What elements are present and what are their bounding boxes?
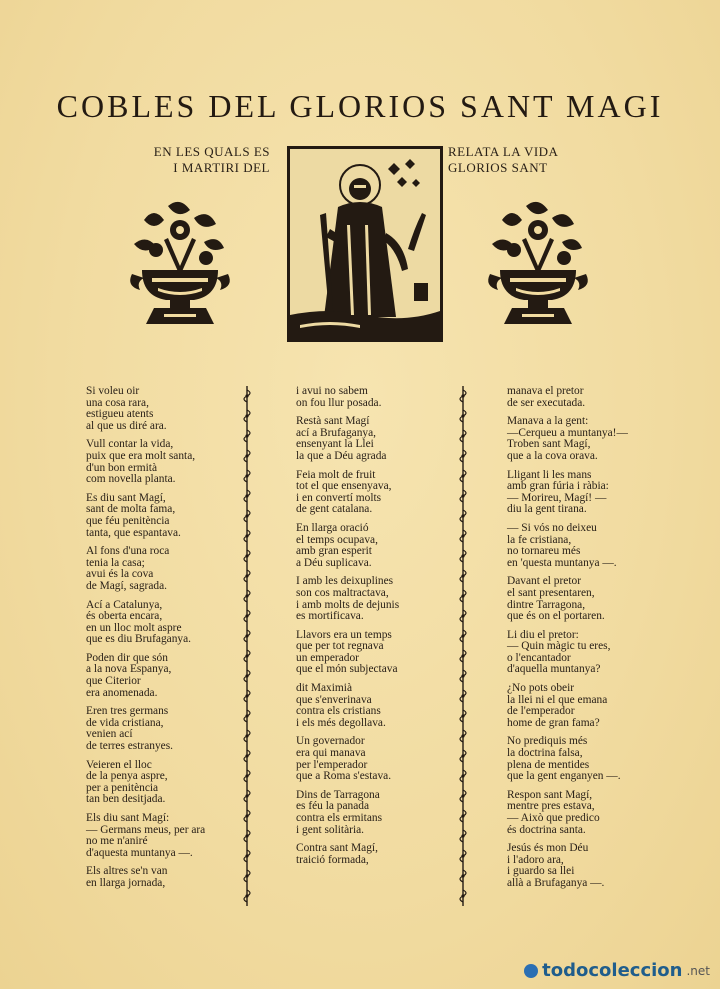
stanza (296, 843, 476, 866)
verse-line: — Això que predico (507, 812, 600, 824)
stanza (296, 470, 476, 516)
verse-line: i l'adoro ara, (507, 853, 564, 866)
verse-line: home de gran fama? (507, 716, 600, 729)
stanza (86, 813, 266, 859)
column-divider-ornament (456, 386, 470, 906)
verse-line: Vull contar la vida, (86, 438, 174, 451)
stanza (86, 653, 266, 699)
verse-line: tanta, que espantava. (86, 526, 181, 539)
stanza (296, 523, 476, 569)
verse-line: de gent catalana. (296, 503, 373, 516)
stanza (507, 470, 687, 516)
verse-line: o l'encantador (507, 651, 571, 664)
verse-line: Es diu sant Magí, (86, 491, 166, 504)
verse-line: la llei ni el que emana (507, 693, 608, 706)
verse-line: és oberta encara, (86, 610, 163, 623)
verse-line: Restà sant Magí (296, 415, 370, 428)
stanza (86, 386, 266, 432)
stanza (507, 843, 687, 889)
verse-line: No prediquis més (507, 735, 588, 748)
stanza (507, 630, 687, 676)
verse-line: tot el que ensenyava, (296, 480, 392, 493)
verse-line: dit Maximià (296, 682, 352, 695)
subtitle-left (140, 144, 270, 176)
verse-line: en llarga jornada, (86, 876, 166, 889)
verse-line: no tornareu més (507, 545, 581, 558)
verse-line: de vida cristiana, (86, 716, 164, 729)
verse-line: Davant el pretor (507, 575, 582, 588)
verse-line: i en convertí molts (296, 491, 382, 504)
verse-line: que la gent enganyen —. (507, 770, 621, 783)
verse-line: — Morireu, Magí! — (507, 491, 607, 504)
stanza (507, 736, 687, 782)
verse-line: Dins de Tarragona (296, 788, 380, 801)
flower-vase-left-image (124, 200, 236, 330)
verse-line: i guardo sa llei (507, 865, 575, 878)
verse-line: no me n'aniré (86, 835, 148, 848)
verse-column-2 (296, 386, 476, 866)
verse-line: en un lloc molt aspre (86, 621, 182, 634)
verse-line: Veieren el lloc (86, 758, 152, 771)
verse-line: — Si vós no deixeu (507, 521, 597, 534)
verse-line: Si voleu oir (86, 385, 140, 397)
verse-line: ¿No pots obeir (507, 682, 575, 695)
verse-line: de terres estranyes. (86, 740, 173, 753)
stanza (296, 683, 476, 729)
verse-line: per l'emperador (296, 758, 368, 771)
verse-line: contra els cristians (296, 705, 381, 718)
verse-line: a la nova Espanya, (86, 663, 172, 676)
verse-line: traició formada, (296, 853, 369, 866)
verse-line: Jesús és mon Déu (507, 842, 589, 855)
verse-line: estigueu atents (86, 408, 154, 421)
verse-column-1 (86, 386, 266, 890)
verse-line: Li diu el pretor: (507, 628, 579, 641)
saint-woodcut-image (287, 146, 443, 342)
verse-line: en 'questa muntanya —. (507, 556, 617, 569)
verse-line: Ací a Catalunya, (86, 598, 163, 611)
verse-line: de Magí, sagrada. (86, 579, 167, 592)
verse-line: — Germans meus, per ara (86, 823, 206, 836)
verse-line: Manava a la gent: (507, 415, 589, 428)
verse-line: de ser executada. (507, 396, 586, 409)
verse-line: contra els ermitans (296, 812, 383, 824)
stanza (86, 439, 266, 485)
verse-line: un emperador (296, 651, 359, 664)
verse-line: mentre pres estava, (507, 800, 595, 813)
verse-line: Eren tres germans (86, 705, 169, 718)
verse-line: a Déu suplicava. (296, 556, 372, 569)
verse-line: Els diu sant Magí: (86, 812, 170, 824)
watermark-brand: todocoleccion (542, 960, 683, 981)
verse-line: sant de molta fama, (86, 503, 176, 516)
stanza (507, 790, 687, 836)
stanza (507, 683, 687, 729)
verse-line: que a Roma s'estava. (296, 770, 392, 783)
column-divider-ornament (240, 386, 254, 906)
verse-line: tan ben desitjada. (86, 793, 166, 806)
verse-line: de l'emperador (507, 705, 575, 718)
verse-line: amb gran esperit (296, 545, 372, 558)
verse-line: una cosa rara, (86, 396, 149, 409)
verse-line: que es diu Brufaganya. (86, 633, 192, 646)
verse-line: Feia molt de fruit (296, 468, 376, 481)
verse-line: que s'enverinava (296, 693, 372, 706)
verse-line: era qui manava (296, 747, 366, 760)
stanza (507, 386, 687, 409)
verse-line: és doctrina santa. (507, 823, 586, 836)
stanza (507, 523, 687, 569)
verse-line: es mortificava. (296, 610, 364, 623)
verse-line: i amb molts de dejunis (296, 598, 400, 611)
stanza (507, 576, 687, 622)
stanza (296, 790, 476, 836)
verse-line: dintre Tarragona, (507, 598, 586, 611)
verse-line: manava el pretor (507, 385, 584, 397)
verse-line: ensenyant la Llei (296, 438, 374, 451)
watermark-logo (524, 960, 710, 981)
verse-line: Els altres se'n van (86, 865, 168, 878)
stanza (296, 576, 476, 622)
verse-line: avui és la cova (86, 568, 154, 581)
stanza (296, 416, 476, 462)
verse-line: En llarga oració (296, 521, 369, 534)
stanza (86, 546, 266, 592)
verse-line: era anomenada. (86, 686, 158, 699)
stanza (86, 866, 266, 889)
verse-line: al que us diré ara. (86, 419, 167, 432)
verse-line: que és on el portaren. (507, 610, 605, 623)
stanza (296, 630, 476, 676)
verse-line: tenia la casa; (86, 556, 145, 569)
stanza (86, 600, 266, 646)
verse-line: Respon sant Magí, (507, 788, 593, 801)
page-title: COBLES DEL GLORIOS SANT MAGI (56, 88, 664, 124)
verse-line: per a penitència (86, 781, 159, 794)
subtitle-left-line: EN LES QUALS ES (153, 144, 270, 159)
verse-line: i els més degollava. (296, 716, 386, 729)
verse-line: venien ací (86, 728, 133, 741)
subtitle-left-line: I MARTIRI DEL (173, 160, 270, 175)
stanza (86, 760, 266, 806)
verse-line: Troben sant Magí, (507, 438, 591, 451)
verse-line: la doctrina falsa, (507, 747, 583, 760)
stanza (296, 736, 476, 782)
verse-line: Lligant li les mans (507, 468, 592, 481)
verse-line: que féu penitència (86, 514, 170, 527)
verse-line: allà a Brufaganya —. (507, 876, 605, 889)
verse-line: que Citerior (86, 675, 141, 688)
watermark-dot-icon (524, 964, 538, 978)
verse-line: es féu la panada (296, 800, 370, 813)
verse-line: que per tot regnava (296, 640, 384, 653)
verse-line: on fou llur posada. (296, 396, 382, 409)
verse-line: —Cerqueu a muntanya!— (507, 426, 628, 439)
subtitle-right-line: RELATA LA VIDA (448, 144, 559, 159)
verse-line: d'aquella muntanya? (507, 663, 601, 676)
verse-line: la que a Déu agrada (296, 449, 387, 462)
verse-line: el temps ocupava, (296, 533, 378, 546)
verse-line: el sant presentaren, (507, 586, 595, 599)
verse-line: i gent solitària. (296, 823, 365, 836)
verse-line: son cos maltractava, (296, 586, 389, 599)
verse-line: diu la gent tirana. (507, 503, 587, 516)
subtitle-right-line: GLORIOS SANT (448, 160, 548, 175)
stanza (296, 386, 476, 409)
stanza (86, 493, 266, 539)
verse-line: I amb les deixuplines (296, 575, 394, 588)
verse-line: que a la cova orava. (507, 449, 598, 462)
verse-line: amb gran fúria i ràbia: (507, 480, 609, 493)
verse-line: que el món subjectava (296, 663, 398, 676)
subtitle-right (448, 144, 598, 176)
stanza (86, 706, 266, 752)
watermark-suffix: .net (686, 963, 710, 978)
flower-vase-right-image (482, 200, 594, 330)
verse-column-3 (507, 386, 687, 890)
verse-line: Llavors era un temps (296, 628, 392, 641)
verse-line: de la penya aspre, (86, 770, 168, 783)
verse-line: i avui no sabem (296, 385, 368, 397)
verse-line: com novella planta. (86, 473, 176, 486)
verse-line: Al fons d'una roca (86, 545, 170, 558)
stanza (507, 416, 687, 462)
verse-line: puix que era molt santa, (86, 449, 196, 462)
verse-line: Poden dir que són (86, 651, 168, 664)
verse-line: d'un bon ermità (86, 461, 158, 474)
verse-line: Un governador (296, 735, 365, 748)
verse-line: — Quin màgic tu eres, (507, 640, 611, 653)
verse-line: plena de mentides (507, 758, 590, 771)
verse-line: d'aquesta muntanya —. (86, 846, 193, 859)
verse-line: Contra sant Magí, (296, 842, 378, 855)
verse-line: la fe cristiana, (507, 533, 572, 546)
verse-line: ací a Brufaganya, (296, 426, 377, 439)
